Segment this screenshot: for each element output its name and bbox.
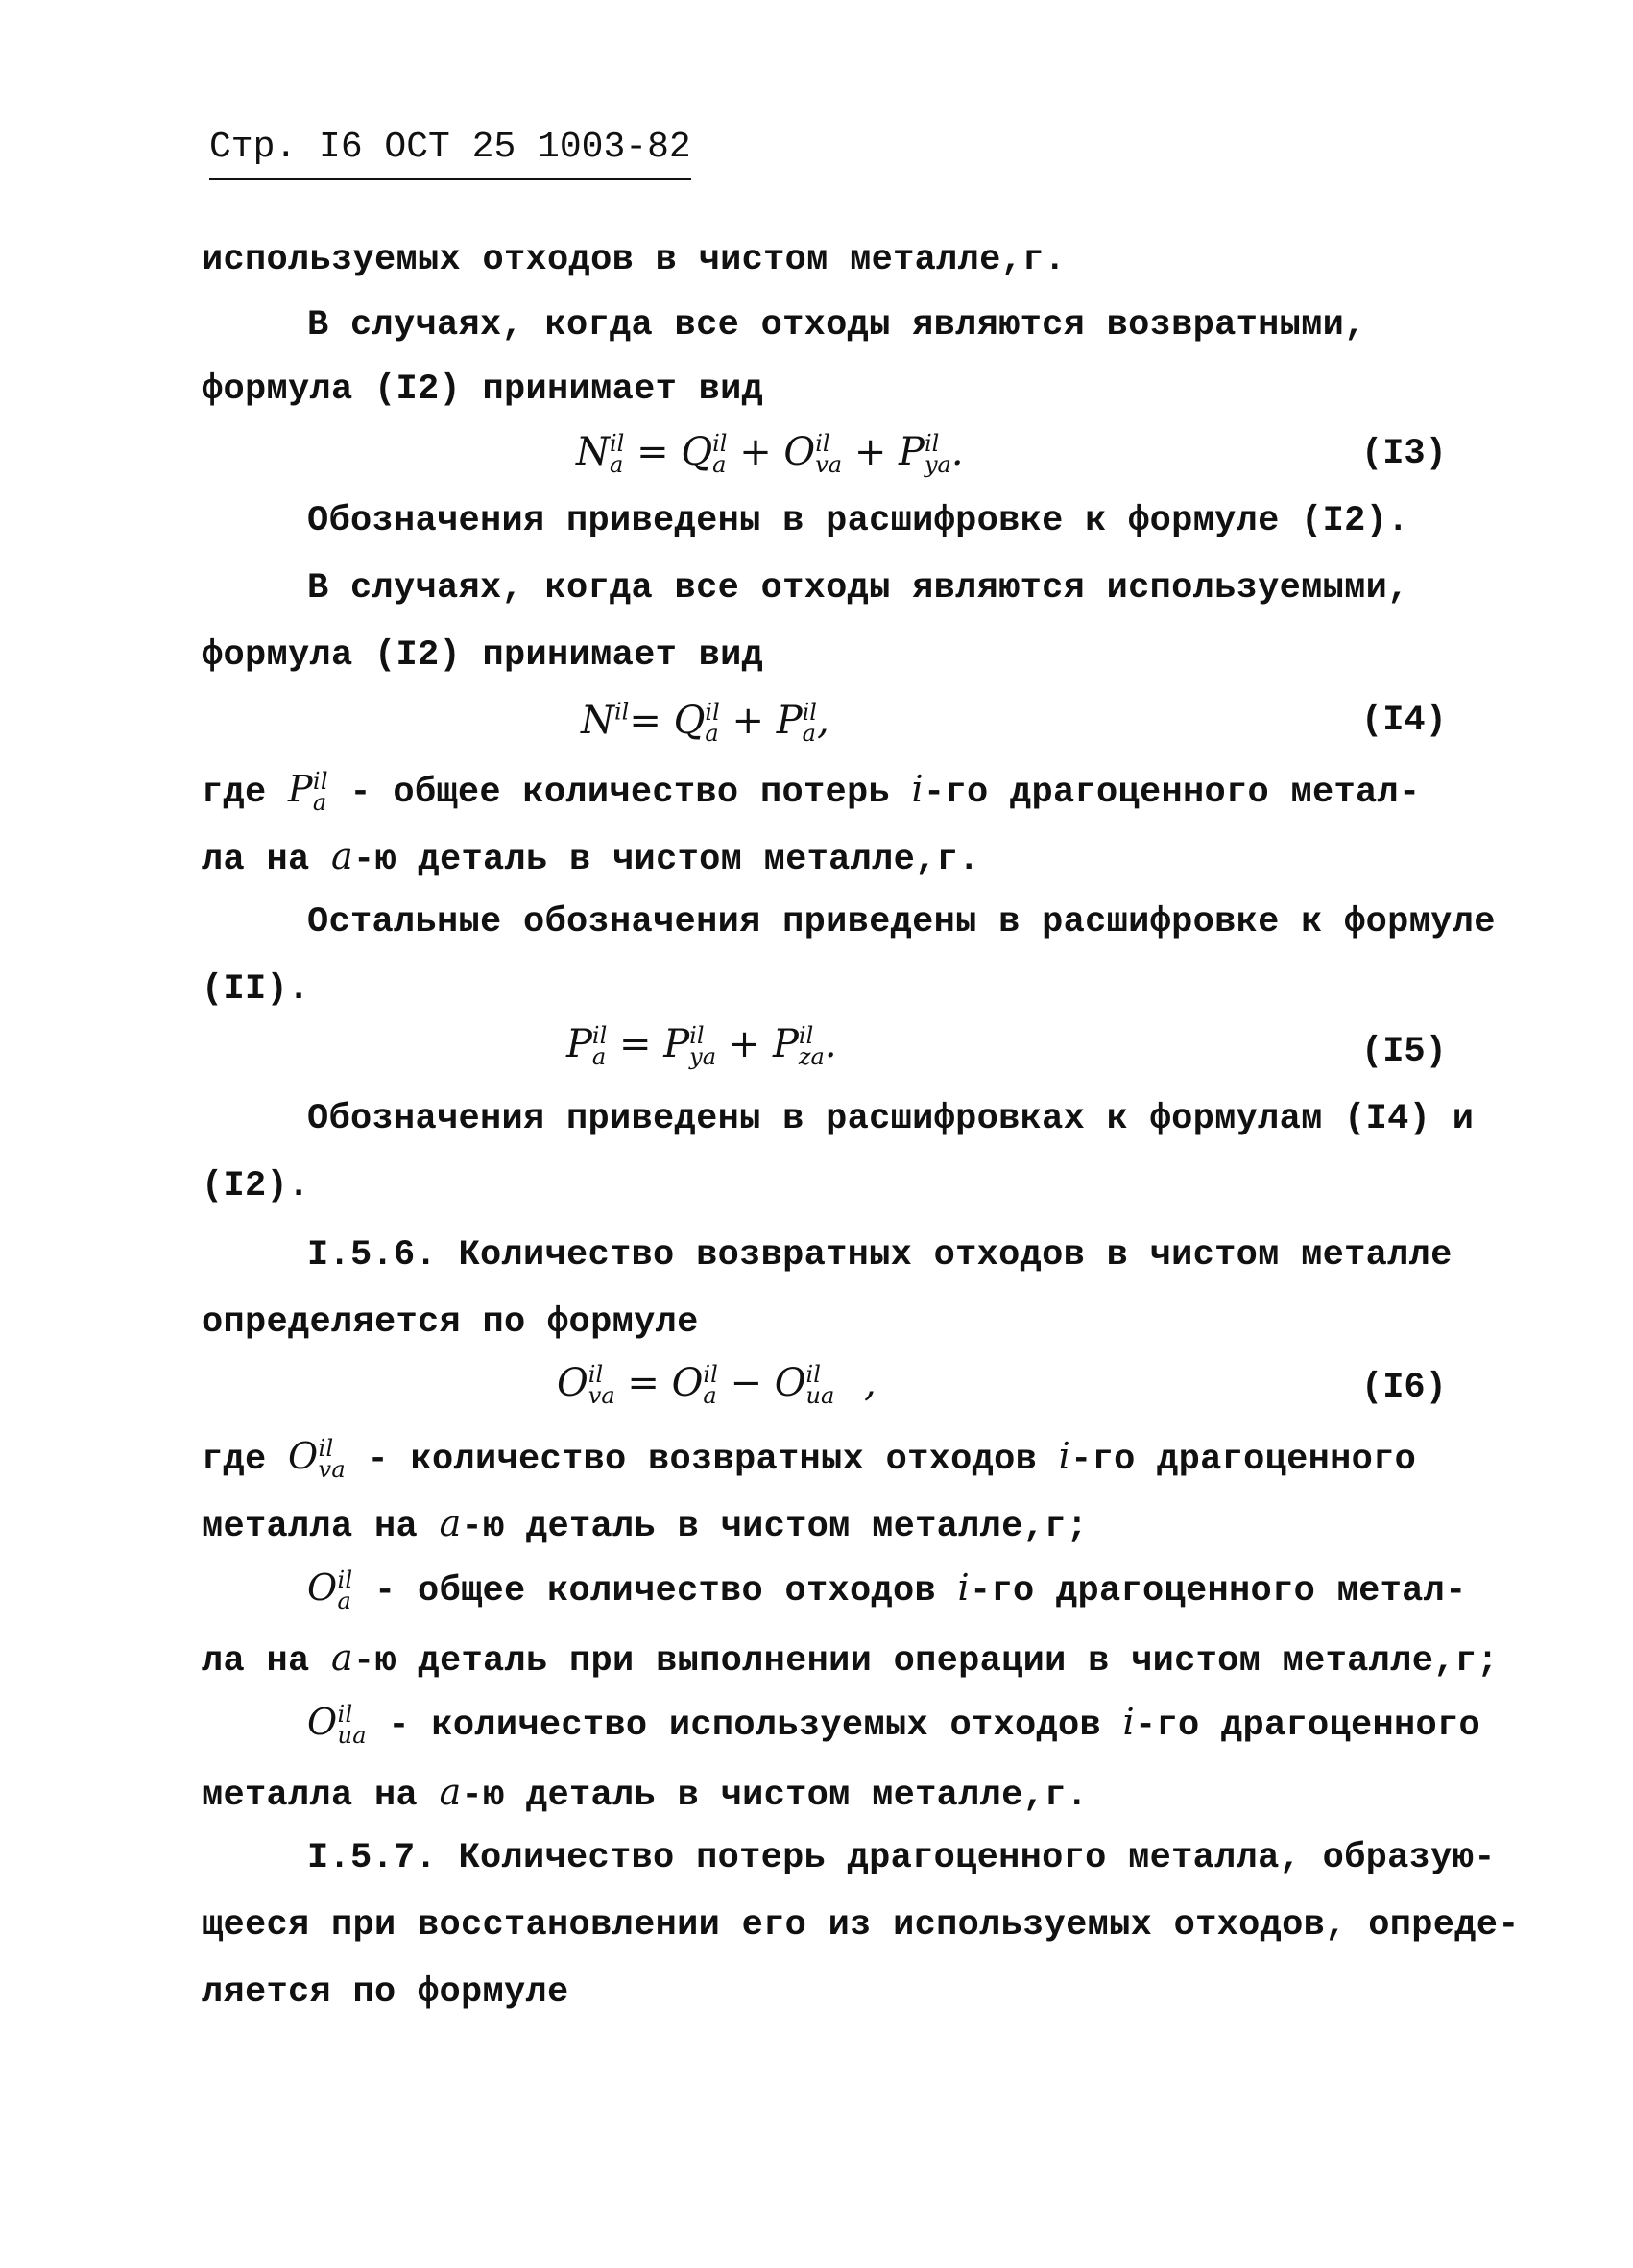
text-line: O il a - общее количество отходов i-го драгоценного метал-	[307, 1565, 1467, 1614]
equation-number: (I3)	[1361, 434, 1447, 474]
formula-15: P il a = P il ya + P il za .	[566, 1022, 837, 1070]
text-line: металла на a-ю деталь в чистом металле,г;	[202, 1502, 1089, 1547]
text-line: Обозначения приведены в расшифровках к формулам (I4) и	[307, 1099, 1475, 1139]
text-line: В случаях, когда все отходы являются используемыми,	[307, 568, 1409, 609]
text-line: ла на a-ю деталь в чистом металле,г.	[202, 835, 980, 880]
text-line: где P il a - общее количество потерь i-го драгоценного метал-	[202, 767, 1421, 816]
text-line: ляется по формуле	[202, 1972, 569, 2013]
formula-13: N il a = Q il a + O il va + P il ya .	[576, 430, 964, 478]
text-line: металла на a-ю деталь в чистом металле,г.	[202, 1771, 1089, 1816]
text-line: где O il va - количество возвратных отходов i-го драгоценного	[202, 1434, 1417, 1483]
equation-number: (I5)	[1361, 1032, 1447, 1072]
text-line: определяется по формуле	[202, 1302, 699, 1343]
text-line: ла на a-ю деталь при выполнении операции в чистом металле,г;	[202, 1636, 1499, 1682]
text-line: (I2).	[202, 1166, 310, 1206]
formula-16: O il va = O il a − O il ua ,	[557, 1361, 877, 1409]
text-line: используемых отходов в чистом металле,г.	[202, 240, 1067, 280]
text-line: I.5.6. Количество возвратных отходов в чистом металле	[307, 1235, 1453, 1276]
text-line: Остальные обозначения приведены в расшифровке к формуле	[307, 902, 1496, 943]
text-line: В случаях, когда все отходы являются возвратными,	[307, 305, 1366, 346]
text-line: формула (I2) принимает вид	[202, 635, 764, 676]
equation-number: (I4)	[1361, 701, 1447, 741]
symbol-p-a-il: P il a	[288, 767, 328, 816]
page-header: Стр. I6 ОСТ 25 1003-82	[209, 127, 691, 180]
text-line: Обозначения приведены в расшифровке к формуле (I2).	[307, 501, 1409, 541]
text-line: формула (I2) принимает вид	[202, 370, 764, 410]
equation-number: (I6)	[1361, 1368, 1447, 1408]
text-line: (II).	[202, 969, 310, 1010]
text-line: O il ua - количество используемых отходов i-го драгоценного	[307, 1700, 1481, 1749]
text-line: щееся при восстановлении его из используемых отходов, опреде-	[202, 1905, 1520, 1946]
text-line: I.5.7. Количество потерь драгоценного металла, образую-	[307, 1838, 1496, 1878]
formula-14: $N^{il}= Q$ il a + P il a ,	[581, 698, 829, 747]
